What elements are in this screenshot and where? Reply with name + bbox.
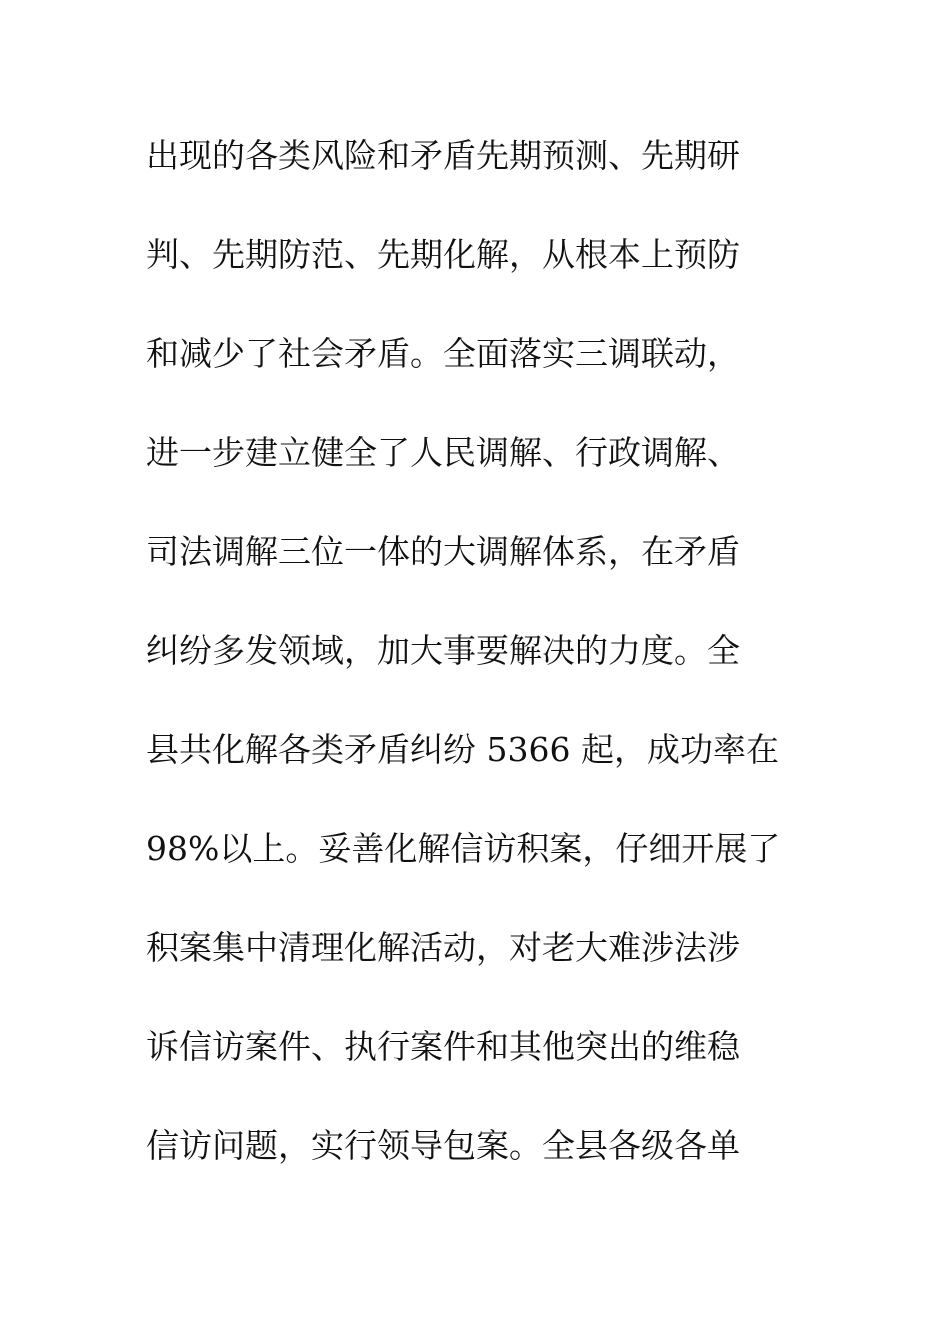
text-line: 98%以上。妥善化解信访积案，仔细开展了 <box>146 829 781 868</box>
text-line: 诉信访案件、执行案件和其他突出的维稳 <box>146 1027 740 1066</box>
text-line: 司法调解三位一体的大调解体系，在矛盾 <box>146 532 740 571</box>
body-text <box>146 128 806 1217</box>
text-line: 积案集中清理化解活动，对老大难涉法涉 <box>146 928 740 967</box>
text-line: 判、先期防范、先期化解，从根本上预防 <box>146 235 740 274</box>
text-line: 县共化解各类矛盾纠纷 5366 起，成功率在 <box>146 730 779 769</box>
text-line: 信访问题，实行领导包案。全县各级各单 <box>146 1126 740 1165</box>
text-line: 纠纷多发领域，加大事要解决的力度。全 <box>146 631 740 670</box>
text-line: 出现的各类风险和矛盾先期预测、先期研 <box>146 136 740 175</box>
text-line: 进一步建立健全了人民调解、行政调解、 <box>146 433 740 472</box>
text-line: 和减少了社会矛盾。全面落实三调联动， <box>146 334 740 373</box>
